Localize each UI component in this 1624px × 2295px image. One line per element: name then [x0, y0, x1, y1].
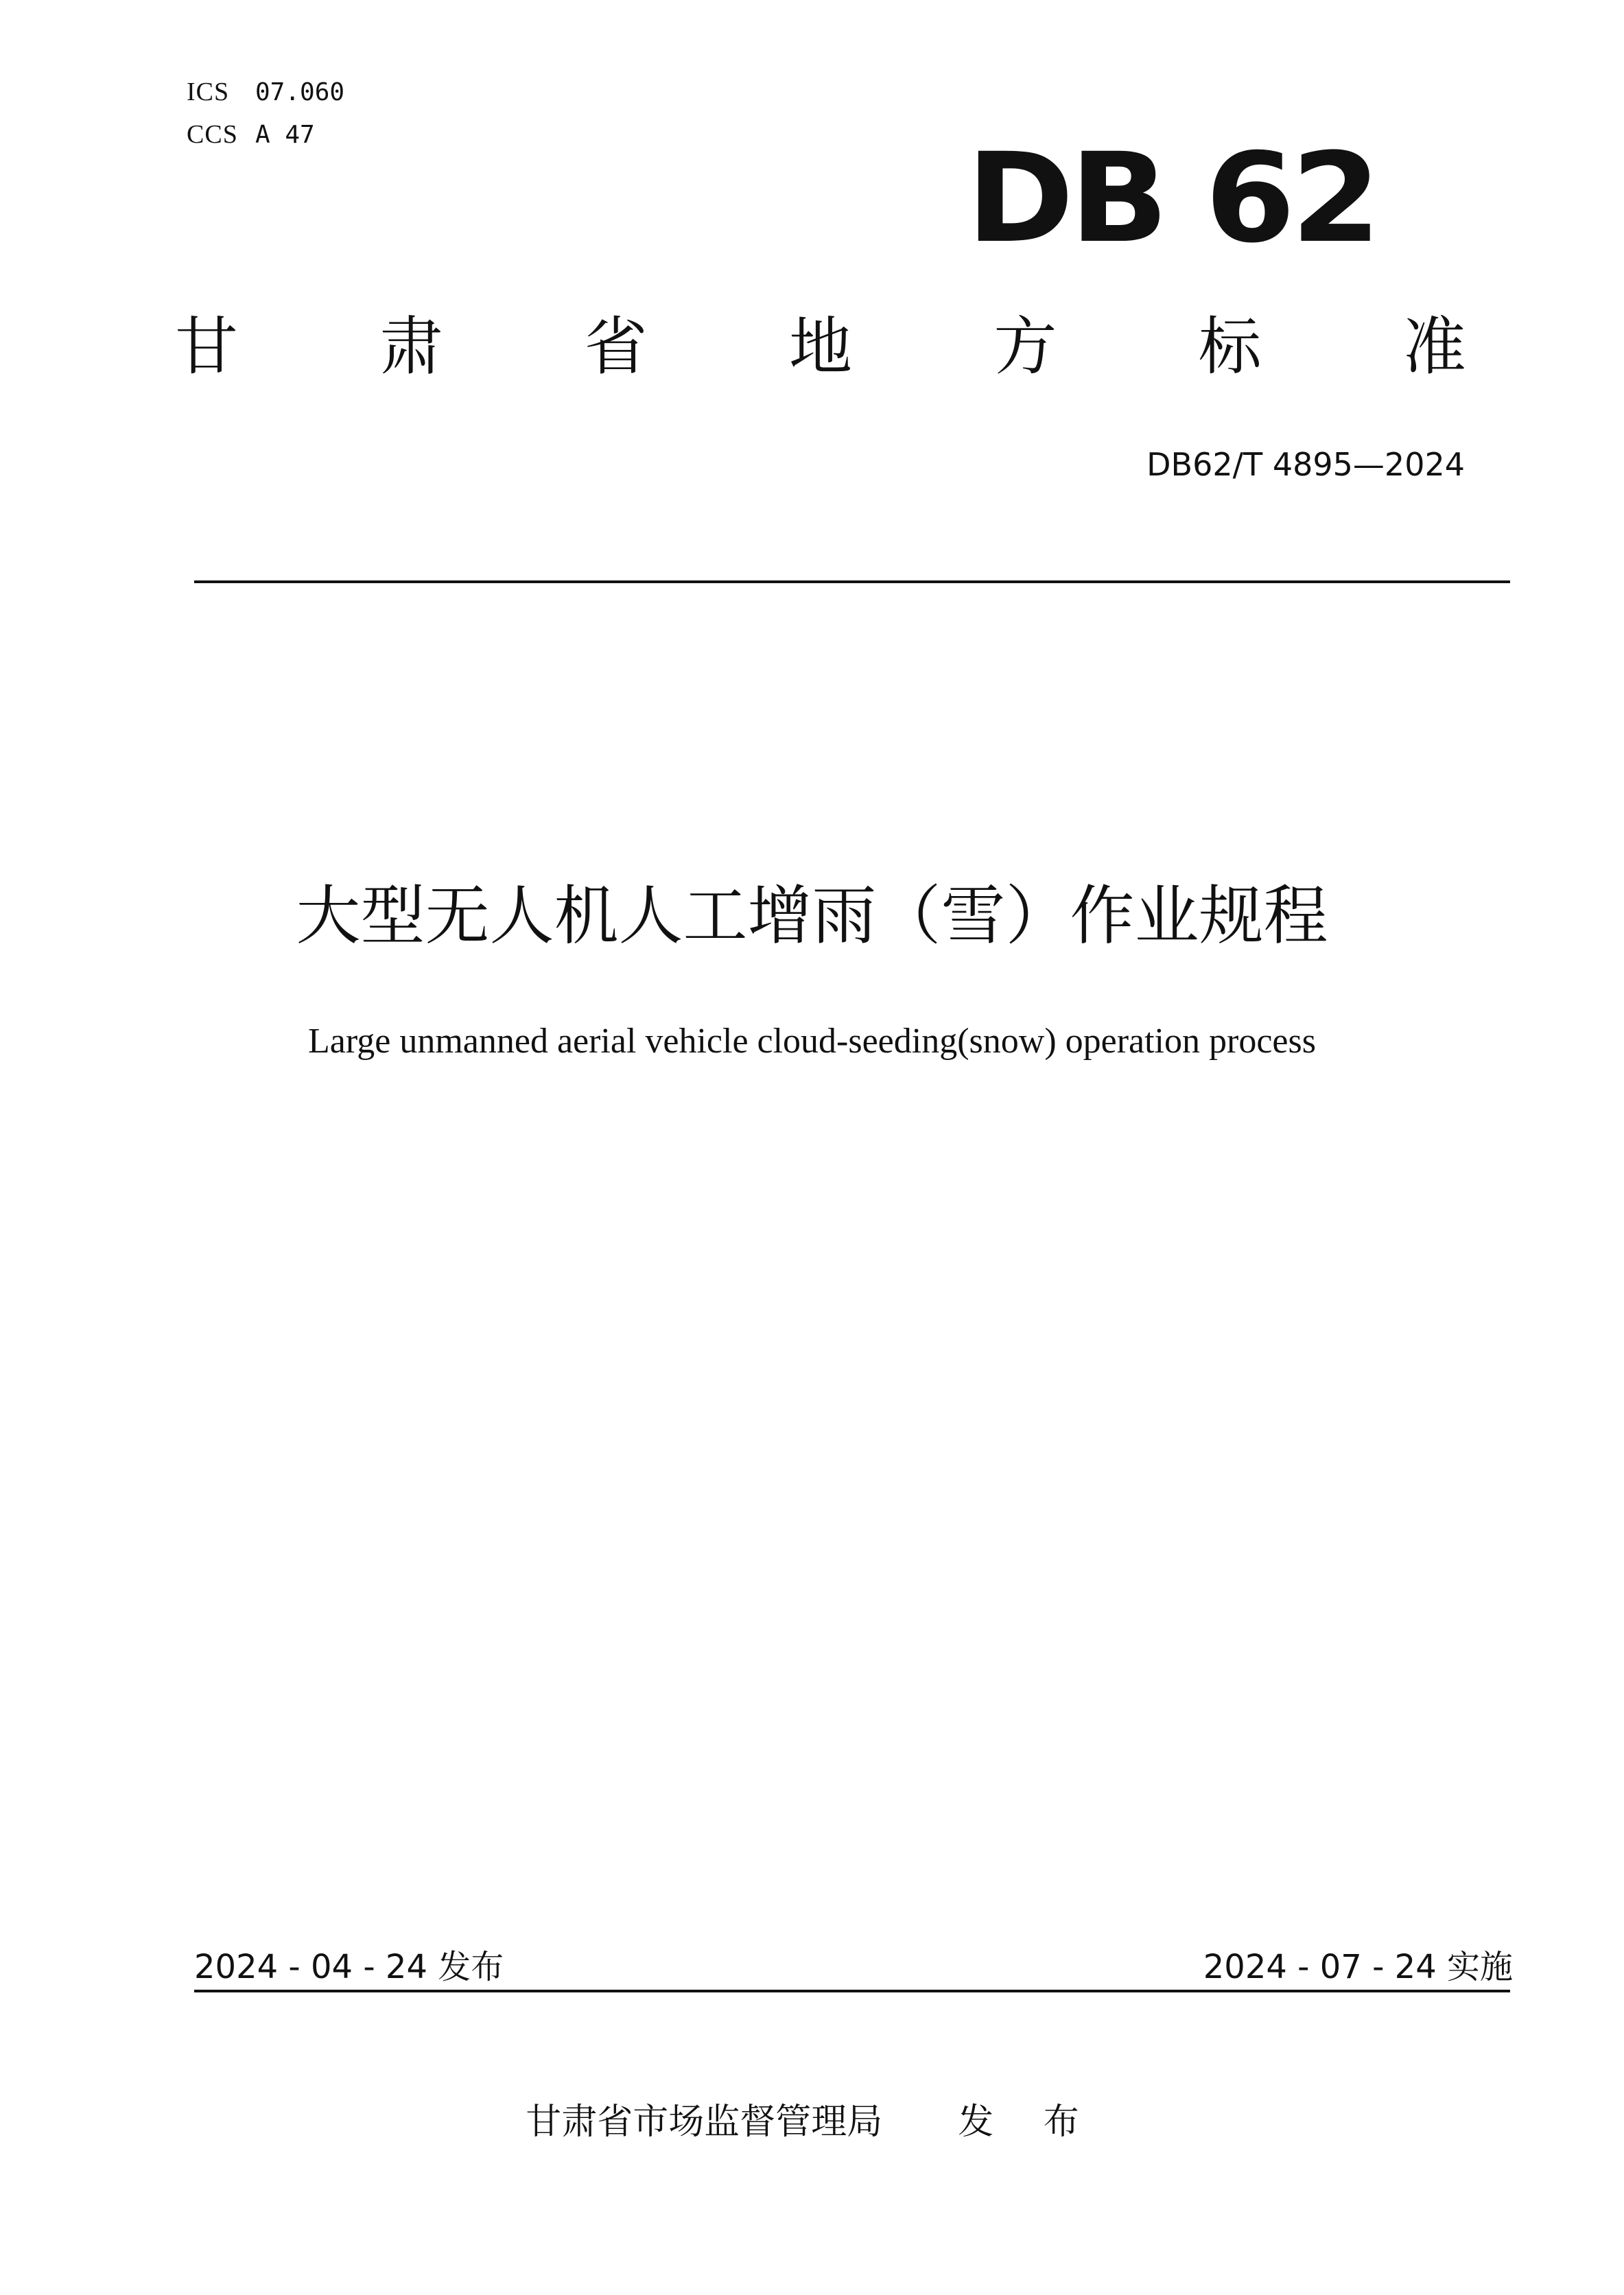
- ccs-value: A 47: [255, 121, 315, 149]
- top-divider: [194, 580, 1510, 583]
- standard-type-char: 省: [584, 310, 648, 384]
- standard-type-char: 肃: [379, 310, 443, 384]
- issuer-action: 发 布: [958, 2102, 1098, 2143]
- standard-type-heading: [175, 310, 1466, 384]
- ccs-label: CCS: [187, 120, 238, 149]
- db-logo: DB 62: [966, 127, 1377, 270]
- ccs-row: [187, 119, 344, 162]
- title-english: Large unmanned aerial vehicle cloud-seeding(snow) operation process: [308, 1022, 1316, 1061]
- standard-type-char: 方: [993, 310, 1057, 384]
- classification-block: [187, 77, 344, 162]
- implement-date: 2024 - 07 - 24 实施: [1203, 1948, 1513, 1986]
- ics-row: [187, 77, 344, 119]
- title-chinese: 大型无人机人工增雨（雪）作业规程: [296, 879, 1328, 954]
- bottom-divider: [194, 1990, 1510, 1992]
- standard-type-char: 准: [1402, 310, 1466, 384]
- standard-type-char: 标: [1198, 310, 1262, 384]
- ics-label: ICS: [187, 78, 230, 106]
- publish-date: 2024 - 04 - 24 发布: [194, 1948, 504, 1986]
- standard-type-char: 地: [788, 310, 852, 384]
- standard-number: DB62/T 4895—2024: [1146, 446, 1465, 483]
- issuer-line: [0, 2093, 1624, 2144]
- ics-value: 07.060: [255, 78, 345, 106]
- issuer-org: 甘肃省市场监督管理局: [526, 2102, 883, 2143]
- standard-type-char: 甘: [175, 310, 239, 384]
